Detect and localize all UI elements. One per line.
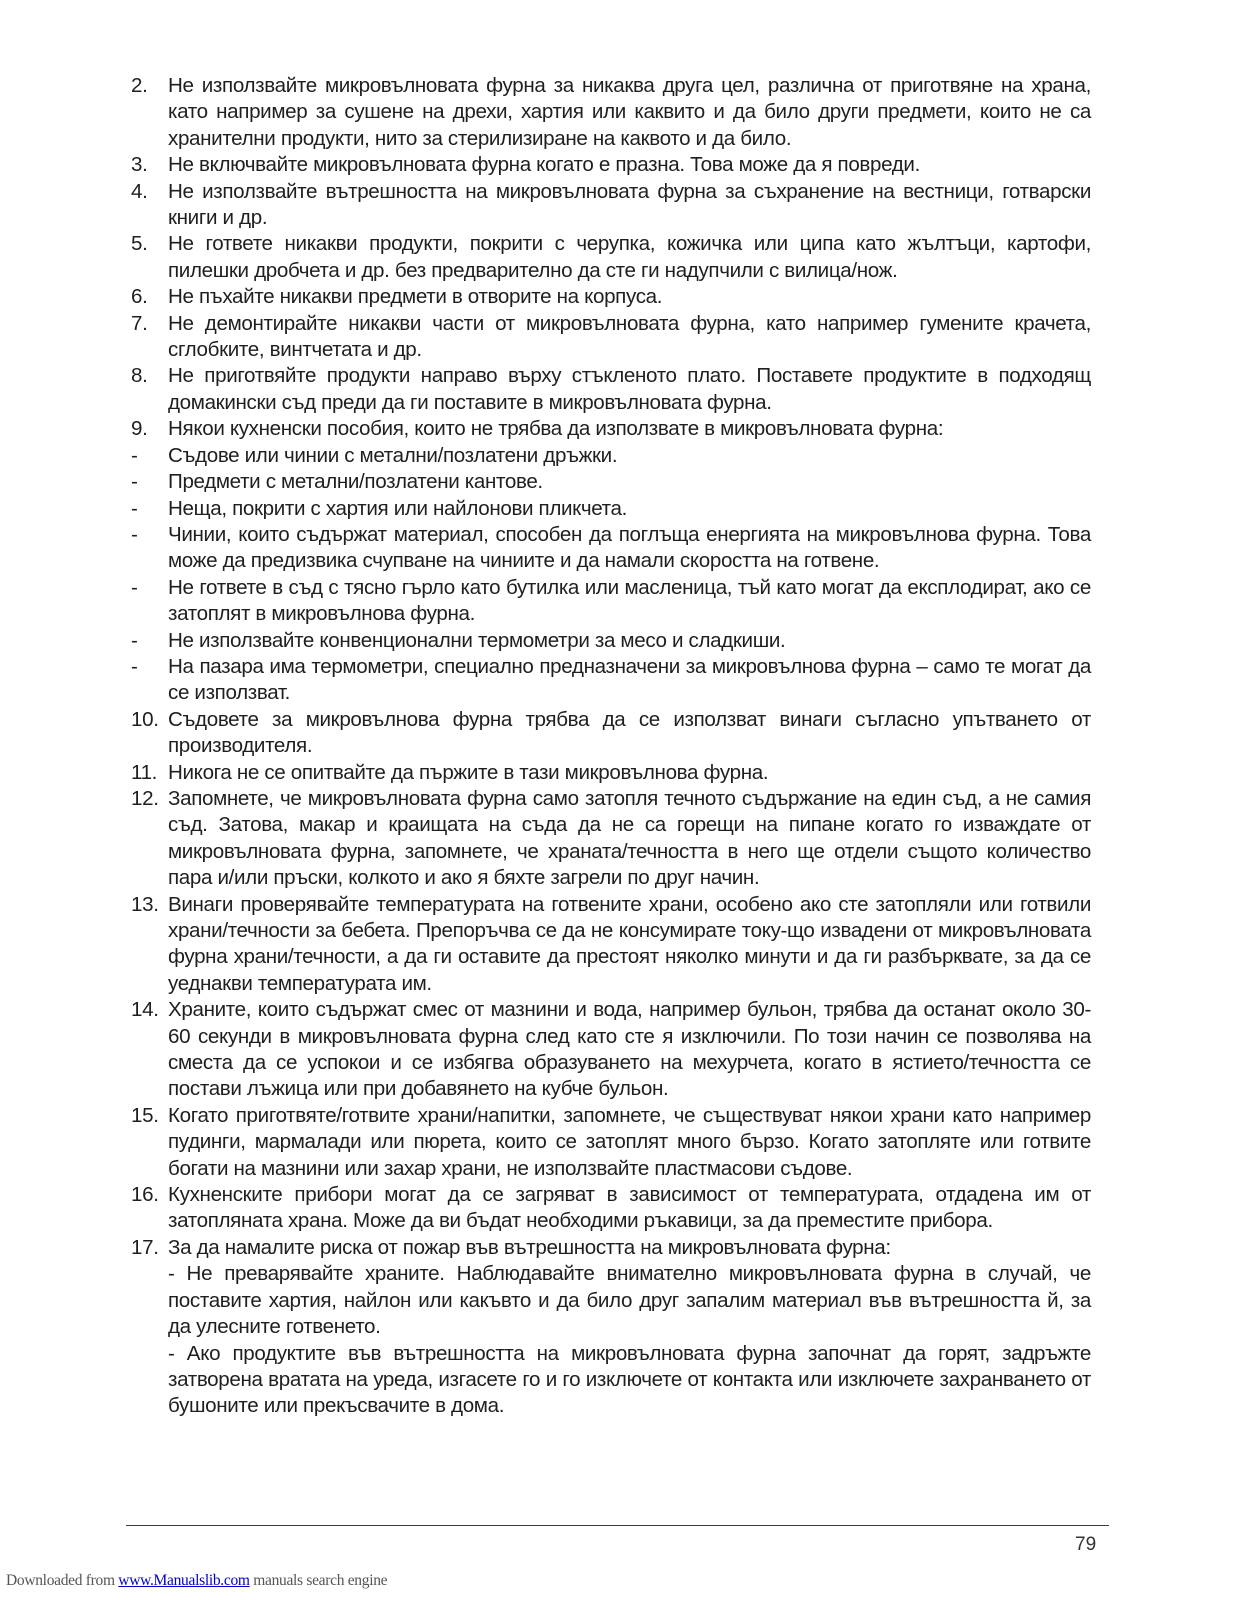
- numbered-item: [128, 1103, 1091, 1182]
- numbered-item: [128, 152, 1091, 178]
- item-text: Не гответе в съд с тясно гърло като бутилка или масленица, тъй като могат да експлодират, ако се затоплят в микровълнова фурна.: [168, 575, 1091, 626]
- item-marker: -: [131, 654, 138, 678]
- bullet-item: [128, 443, 1091, 469]
- numbered-item: [128, 760, 1091, 786]
- numbered-item: [128, 363, 1091, 416]
- numbered-item: [128, 1182, 1091, 1235]
- item-text: Неща, покрити с хартия или найлонови пликчета.: [168, 496, 627, 520]
- item-text: Кухненските прибори могат да се загряват в зависимост от температурата, отдадена им от затопляната храна. Може да ви бъдат необходими ръкавици, за да преместите прибора.: [168, 1183, 1091, 1233]
- numbered-item: [128, 416, 1091, 442]
- item-text: Не гответе никакви продукти, покрити с черупка, кожичка или ципа като жълтъци, картофи, пилешки дробчета и др. без предварително да сте ги надупчили с вилица/нож.: [168, 232, 1091, 282]
- item-text: Някои кухненски пособия, които не трябва да използвате в микровълновата фурна:: [168, 417, 944, 441]
- item-marker: -: [131, 443, 138, 467]
- numbered-item: [128, 231, 1091, 284]
- item-text: Не приготвяйте продукти направо върху стъкленото плато. Поставете продуктите в подходящ домакински съд преди да ги поставите в микровълновата фурна.: [168, 364, 1091, 414]
- item-text: На пазара има термометри, специално предназначени за микровълнова фурна – само те могат да се използват.: [168, 654, 1091, 705]
- bullet-item: [128, 496, 1091, 522]
- footer-prefix: Downloaded from: [6, 1572, 119, 1589]
- item-marker: -: [131, 522, 138, 546]
- numbered-item: [128, 892, 1091, 998]
- item-text: Съдове или чинии с метални/позлатени дръжки.: [168, 443, 618, 467]
- numbered-item: [128, 284, 1091, 310]
- item-marker: 9.: [131, 417, 148, 441]
- item-text: Предмети с метални/позлатени кантове.: [168, 470, 543, 494]
- document-body: [128, 73, 1091, 1420]
- item-marker: 7.: [131, 311, 148, 335]
- item-marker: 12.: [131, 786, 159, 810]
- sub-paragraph: - Не преварявайте храните. Наблюдавайте внимателно микровълновата фурна в случай, че поставите хартия, найлон или какъвто и да било друг запалим материал във вътрешността й, за да улесните готвенето.: [168, 1262, 1091, 1339]
- item-marker: 17.: [131, 1235, 159, 1259]
- item-marker: 10.: [131, 707, 159, 731]
- item-text: Не включвайте микровълновата фурна когато е празна. Това може да я повреди.: [168, 153, 920, 177]
- item-marker: 8.: [131, 364, 148, 388]
- item-text: Когато приготвяте/готвите храни/напитки, запомнете, че съществуват някои храни като например пудинги, мармалади или пюрета, които се затоплят много бързо. Когато затопляте или готвите богати на мазнини или захар храни, не използвайте пластмасови съдове.: [168, 1103, 1091, 1180]
- item-text: Не използвайте конвенционални термометри за месо и сладкиши.: [168, 628, 786, 652]
- bullet-item: [128, 628, 1091, 654]
- bullet-item: [128, 575, 1091, 628]
- item-marker: 11.: [131, 760, 158, 784]
- bullet-item: [128, 654, 1091, 707]
- item-marker: 13.: [131, 892, 159, 916]
- item-text: Винаги проверявайте температурата на готвените храни, особено ако сте затопляли или готвили храни/течности за бебета. Препоръчва се да не консумирате току-що извадени от микровълновата фурна храни/течности, а да ги оставите да престоят няколко минути и да ги разбърквате, за да се уеднакви температурата им.: [168, 892, 1091, 995]
- bullet-item: [128, 522, 1091, 575]
- item-marker: -: [131, 628, 138, 652]
- item-text: Запомнете, че микровълновата фурна само затопля течното съдържание на един съд, а не самия съд. Затова, макар и краищата на съда да не са горещи на пипане когато го изваждате от микровълновата фурна, запомнете, че храната/течността в него ще отдели същото количество пара и/или пръски, колкото и ако я бяхте загрели по друг начин.: [168, 786, 1091, 890]
- item-marker: 14.: [131, 998, 159, 1022]
- numbered-item: [128, 311, 1091, 364]
- item-text: За да намалите риска от пожар във вътрешността на микровълновата фурна:: [168, 1235, 891, 1259]
- item-text: Никога не се опитвайте да пържите в тази микровълнова фурна.: [168, 760, 769, 784]
- numbered-item: [128, 997, 1091, 1103]
- sub-paragraph: - Ако продуктите във вътрешността на микровълновата фурна започнат да горят, задръжте затворена вратата на уреда, изгасете го и го изключете от контакта или изключете захранването от бушоните или прекъсвачите в дома.: [168, 1341, 1091, 1418]
- numbered-item: [128, 707, 1091, 760]
- item-marker: -: [131, 470, 138, 494]
- item-marker: 15.: [131, 1103, 159, 1127]
- manualslib-link[interactable]: www.Manualslib.com: [118, 1572, 250, 1589]
- numbered-item: [128, 179, 1091, 232]
- footer-divider: [126, 1525, 1109, 1526]
- item-marker: 2.: [131, 74, 148, 97]
- item-text: Чинии, които съдържат материал, способен да поглъща енергията на микровълнова фурна. Това може да предизвика счупване на чиниите и да намали скоростта на готвене.: [168, 522, 1091, 573]
- item-text: Не използвайте микровълновата фурна за никаква друга цел, различна от приготвяне на храна, като например за сушене на дрехи, хартия или каквито и да било други предмети, които не са хранителни продукти, нито за стерилизиране на каквото и да било.: [168, 74, 1091, 150]
- item-text: Не пъхайте никакви предмети в отворите на корпуса.: [168, 285, 663, 309]
- item-text: Храните, които съдържат смес от мазнини и вода, например бульон, трябва да останат около 30-60 секунди в микровълновата фурна след като сте я изключили. По този начин се позволява на сместа да се успокои и се избягва образуването на мехурчета, когато в ястието/течността се постави лъжица или при добавянето на кубче бульон.: [168, 998, 1091, 1101]
- item-marker: 3.: [131, 153, 148, 177]
- download-footer: [6, 1572, 387, 1590]
- item-text: Съдовете за микровълнова фурна трябва да се използват винаги съгласно упътването от производителя.: [168, 707, 1091, 758]
- footer-suffix: manuals search engine: [249, 1572, 388, 1589]
- numbered-item: [128, 73, 1091, 152]
- item-text: Не използвайте вътрешността на микровълновата фурна за съхранение на вестници, готварски книги и др.: [168, 179, 1091, 230]
- numbered-item: [128, 786, 1091, 892]
- item-marker: 4.: [131, 179, 148, 203]
- item-text: Не демонтирайте никакви части от микровълновата фурна, като например гумените крачета, сглобките, винтчетата и др.: [168, 311, 1091, 362]
- item-marker: -: [131, 496, 138, 520]
- numbered-item: [128, 1235, 1091, 1261]
- page-number: 79: [1075, 1534, 1097, 1555]
- item-marker: 16.: [131, 1183, 159, 1207]
- bullet-item: [128, 469, 1091, 495]
- item-marker: -: [131, 575, 138, 599]
- item-marker: 6.: [131, 285, 148, 309]
- item-marker: 5.: [131, 232, 148, 256]
